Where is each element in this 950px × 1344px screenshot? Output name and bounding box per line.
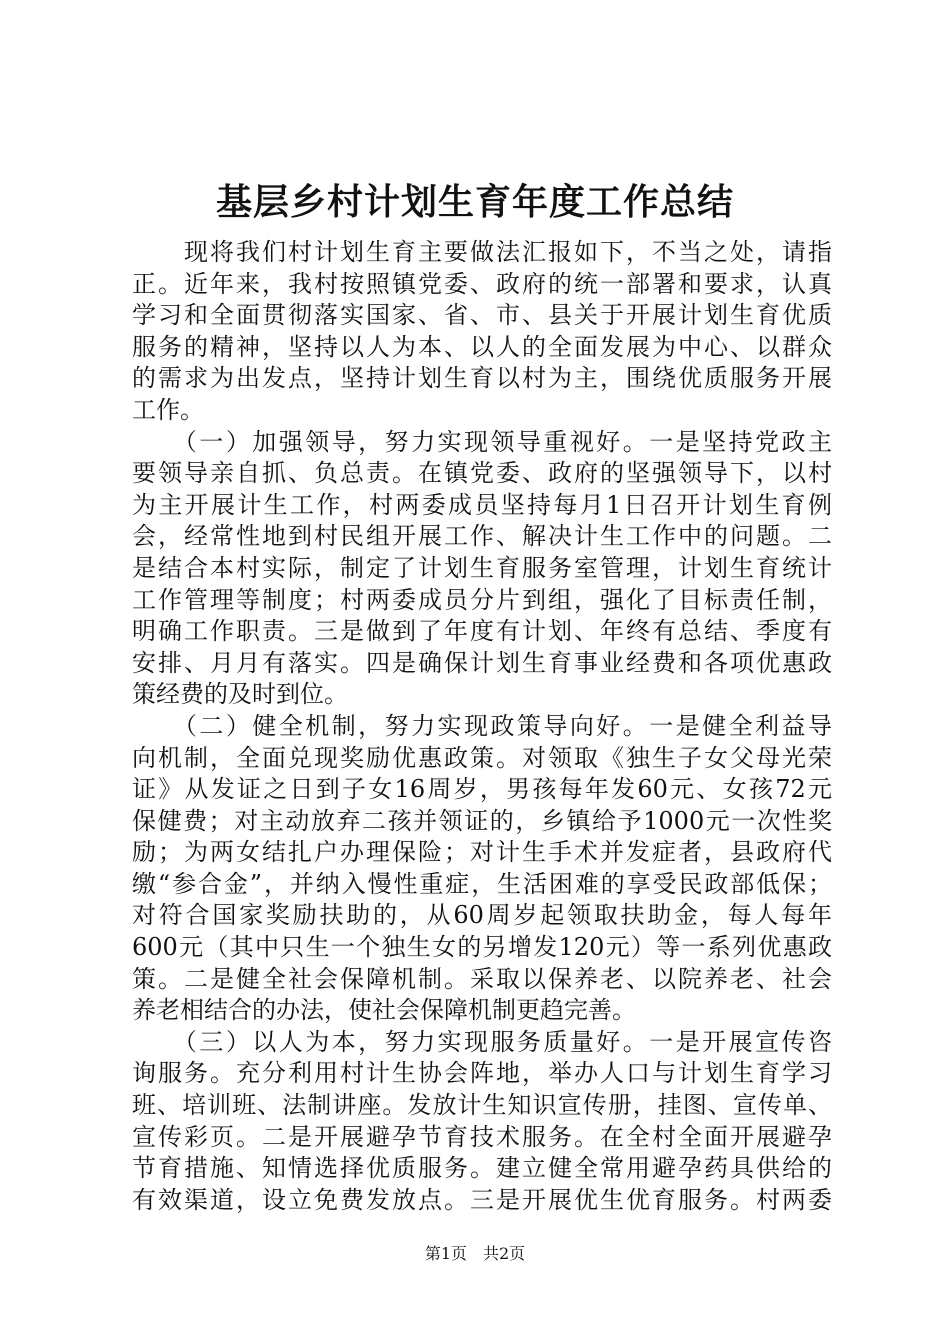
text-line: 向机制，全面兑现奖励优惠政策。对领取《独生子女父母光荣 [132, 743, 832, 772]
text-line: 现将我们村计划生育主要做法汇报如下，不当之处，请指 [132, 238, 832, 266]
text-line: 缴“参合金”，并纳入慢性重症，生活困难的享受民政部低保； [132, 869, 832, 898]
text-line: 安排、月月有落实。四是确保计划生育事业经费和各项优惠政 [132, 648, 832, 677]
document-body [132, 237, 832, 1216]
text-line: 宣传彩页。二是开展避孕节育技术服务。在全村全面开展避孕 [132, 1122, 832, 1151]
text-line: 励；为两女结扎户办理保险；对计生手术并发症者，县政府代 [132, 838, 832, 867]
text-line: 服务的精神，坚持以人为本、以人的全面发展为中心、以群众 [132, 332, 832, 361]
text-line: 养老相结合的办法，使社会保障机制更趋完善。 [132, 996, 636, 1025]
text-line: 策经费的及时到位。 [132, 680, 348, 709]
paragraph-section-3 [132, 1027, 832, 1217]
text-line: 的需求为出发点，坚持计划生育以村为主，围绕优质服务开展 [132, 364, 832, 393]
text-line: 证》从发证之日到子女16周岁，男孩每年发60元、女孩72元 [132, 775, 832, 804]
text-line: 对符合国家奖励扶助的，从60周岁起领取扶助金，每人每年 [132, 901, 832, 930]
text-line: 保健费；对主动放弃二孩并领证的，乡镇给予1000元一次性奖 [132, 806, 832, 835]
text-line: 要领导亲自抓、负总责。在镇党委、政府的坚强领导下，以村 [132, 459, 832, 488]
text-line: 为主开展计生工作，村两委成员坚持每月1日召开计划生育例 [132, 490, 832, 519]
text-line: （一）加强领导，努力实现领导重视好。一是坚持党政主 [132, 427, 832, 456]
document-title: 基层乡村计划生育年度工作总结 [215, 181, 734, 223]
text-line: 600元（其中只生一个独生女的另增发120元）等一系列优惠政 [132, 933, 832, 962]
text-line: 工作。 [132, 395, 204, 424]
paragraph-intro [132, 237, 832, 427]
text-line: 有效渠道，设立免费发放点。三是开展优生优育服务。村两委 [132, 1185, 832, 1214]
text-line: 工作管理等制度；村两委成员分片到组，强化了目标责任制， [132, 585, 832, 614]
text-line: 班、培训班、法制讲座。发放计生知识宣传册，挂图、宣传单、 [132, 1091, 832, 1120]
text-line: 是结合本村实际，制定了计划生育服务室管理，计划生育统计 [132, 553, 832, 582]
text-line: 正。近年来，我村按照镇党委、政府的统一部署和要求，认真 [132, 269, 832, 298]
text-line: （三）以人为本，努力实现服务质量好。一是开展宣传咨 [132, 1027, 832, 1056]
page-number-footer: 第1页 共2页 [424, 1244, 526, 1263]
text-line: （二）健全机制，努力实现政策导向好。一是健全利益导 [132, 711, 832, 740]
paragraph-section-1 [132, 427, 832, 711]
text-line: 会，经常性地到村民组开展工作、解决计生工作中的问题。二 [132, 522, 832, 551]
paragraph-section-2 [132, 711, 832, 1027]
text-line: 策。二是健全社会保障机制。采取以保养老、以院养老、社会 [132, 964, 832, 993]
text-line: 学习和全面贯彻落实国家、省、市、县关于开展计划生育优质 [132, 301, 832, 330]
text-line: 节育措施、知情选择优质服务。建立健全常用避孕药具供给的 [132, 1154, 832, 1183]
text-line: 明确工作职责。三是做到了年度有计划、年终有总结、季度有 [132, 617, 832, 646]
text-line: 询服务。充分利用村计生协会阵地，举办人口与计划生育学习 [132, 1059, 832, 1088]
